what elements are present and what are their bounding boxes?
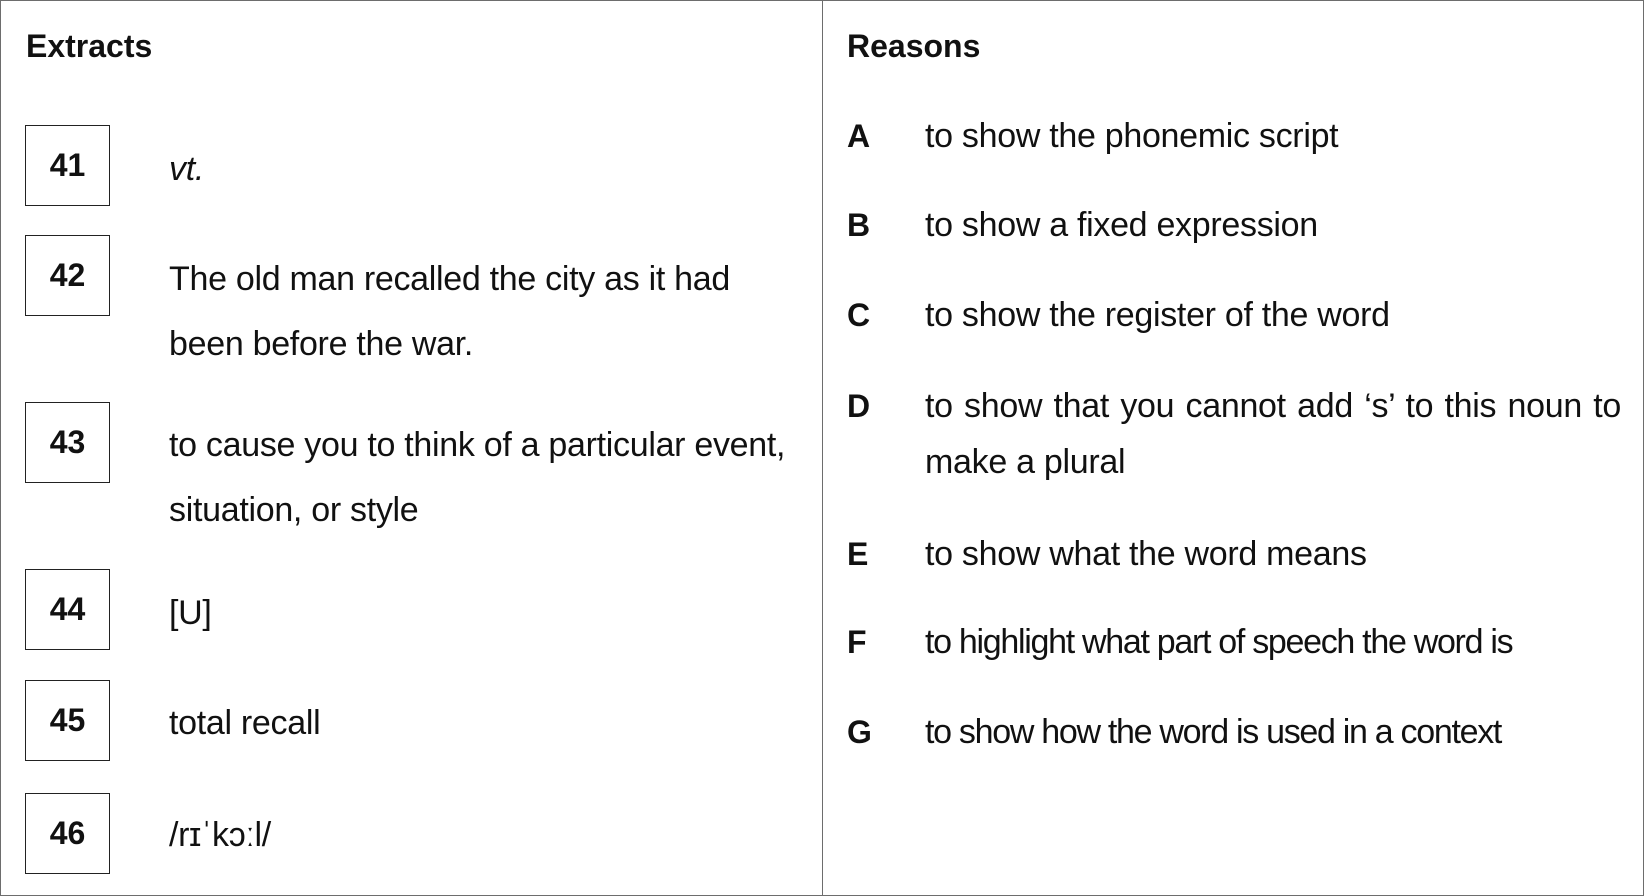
- extract-number-box: 41: [25, 125, 110, 206]
- extract-number-box: 46: [25, 793, 110, 874]
- extract-text: total recall: [169, 704, 321, 742]
- reason-letter: G: [847, 714, 872, 750]
- reason-letter: B: [847, 207, 871, 243]
- reason-letter: C: [847, 297, 871, 333]
- extract-number-box: 45: [25, 680, 110, 761]
- column-divider: [822, 1, 823, 895]
- extract-text: The old man recalled the city as it had been before the war.: [169, 260, 730, 363]
- extract-text: [U]: [169, 594, 212, 632]
- extract-number-box: 44: [25, 569, 110, 650]
- extract-text: /rɪˈkɔːl/: [169, 816, 271, 854]
- reason-text: to show what the word means: [925, 535, 1367, 573]
- reasons-heading: Reasons: [847, 28, 981, 64]
- extract-number-box: 43: [25, 402, 110, 483]
- extract-number-box: 42: [25, 235, 110, 316]
- reason-text: to show a fixed expression: [925, 206, 1318, 244]
- extract-text: to cause you to think of a particular event, situation, or style: [169, 426, 786, 529]
- reason-text: to show the phonemic script: [925, 117, 1339, 155]
- reason-letter: E: [847, 536, 869, 572]
- reason-text: to show the register of the word: [925, 296, 1390, 334]
- reason-text: to show how the word is used in a context: [925, 713, 1502, 751]
- reason-text: to highlight what part of speech the word is: [925, 623, 1513, 661]
- reason-letter: F: [847, 624, 867, 660]
- extracts-heading: Extracts: [26, 28, 153, 64]
- reason-letter: A: [847, 118, 871, 154]
- reason-text: to show that you cannot add ‘s’ to this noun to make a plural: [925, 387, 1621, 481]
- reason-letter: D: [847, 388, 871, 424]
- extract-text: vt.: [169, 150, 204, 188]
